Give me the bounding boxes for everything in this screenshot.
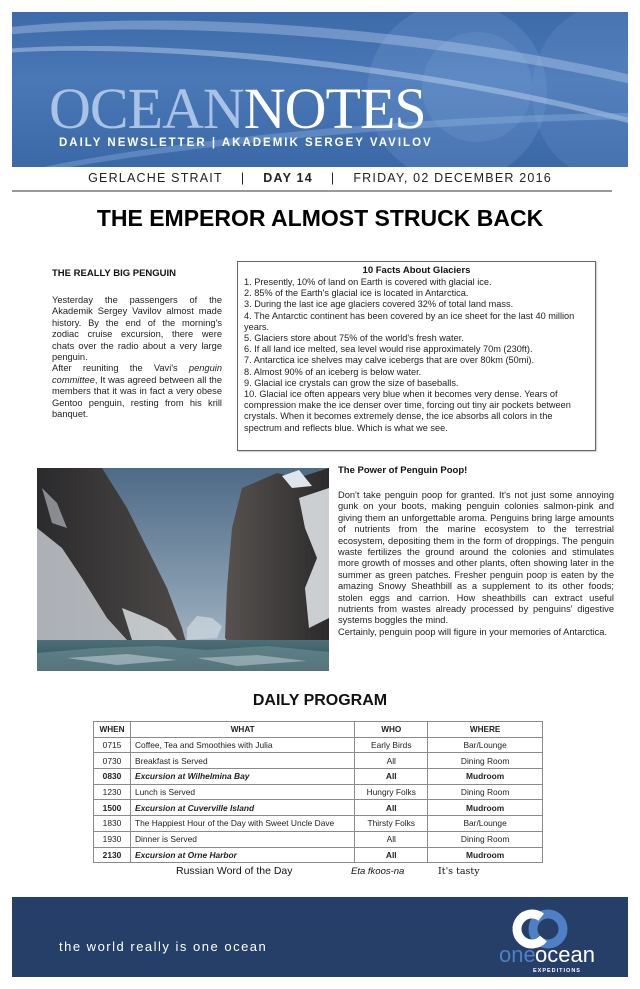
- cell-where: Dining Room: [428, 784, 543, 800]
- newsletter-title: [49, 76, 426, 141]
- fact-item: 4. The Antarctic continent has been covered by an ice sheet for the last 40 million years.: [244, 310, 575, 332]
- column-header-what: WHAT: [130, 722, 354, 738]
- cell-when: 1830: [94, 816, 131, 832]
- cell-when: 0730: [94, 753, 131, 769]
- column-header-where: WHERE: [428, 722, 543, 738]
- logo-text-one: one: [499, 942, 536, 967]
- cell-where: Mudroom: [428, 769, 543, 785]
- table-row: [94, 831, 543, 847]
- glacier-facts-box: [237, 261, 596, 451]
- fact-item: 1. Presently, 10% of land on Earth is covered with glacial ice.: [244, 277, 492, 287]
- separator: |: [240, 171, 246, 185]
- column-header-who: WHO: [355, 722, 428, 738]
- table-row: [94, 816, 543, 832]
- title-ocean: OCEAN: [49, 76, 244, 141]
- cell-who: All: [355, 800, 428, 816]
- table-row: [94, 847, 543, 863]
- cell-who: All: [355, 831, 428, 847]
- table-row: [94, 784, 543, 800]
- facts-title: 10 Facts About Glaciers: [362, 265, 471, 276]
- cell-what: Excursion at Orne Harbor: [130, 847, 354, 863]
- text-run-italic: penguin committee: [52, 363, 222, 385]
- program-title: DAILY PROGRAM: [252, 692, 388, 709]
- logo-text-expeditions: EXPEDITIONS: [533, 968, 581, 974]
- russian-word: Eta fkoos-na: [351, 866, 405, 877]
- logo-text-ocean: ocean: [535, 942, 595, 967]
- footer-tagline: the world really is one ocean: [59, 939, 268, 954]
- cell-who: All: [355, 753, 428, 769]
- one-ocean-logo: [495, 907, 620, 975]
- cell-what: Excursion at Cuverville Island: [130, 800, 354, 816]
- article-paragraph: Yesterday the passengers of the Akademik Sergey Vavilov almost made history. By the end of the morning's zodiac cruise excursion, there were chats over the radio about a very large penguin.: [52, 295, 222, 363]
- cell-who: All: [355, 847, 428, 863]
- cell-what: The Happiest Hour of the Day with Sweet Uncle Dave: [130, 816, 354, 832]
- newsletter-subtitle: DAILY NEWSLETTER | AKADEMIK SERGEY VAVILOV: [59, 137, 433, 149]
- cell-where: Bar/Lounge: [428, 737, 543, 753]
- article-paragraph: Don't take penguin poop for granted. It's not just some annoying gunk on your boots, making penguin colonies salmon-pink and giving them an unforgettable aroma. Penguins bring large amounts of nutrients from the marine ecosystem to the terrestrial ecosystem, depositing them in the form of droppings. The penguin waste fertilizes the ground around the colonies and stimulates more growth of mosses and other plants, often showing later in the summer as green patches. Fresher penguin poop is eaten by the amazing Snowy Sheathbill as a supplement to its other foods; stolen eggs and carrion. How sheathbills can extract useful nutrients from wastes already processed by penguins' digestive systems boggles the mind.: [338, 490, 614, 626]
- cell-who: Early Birds: [355, 737, 428, 753]
- table-row: [94, 800, 543, 816]
- daily-program-table: [93, 721, 543, 863]
- article-title: THE REALLY BIG PENGUIN: [52, 268, 177, 279]
- cell-when: 0830: [94, 769, 131, 785]
- fact-item: 10. Glacial ice often appears very blue when it becomes very dense. Years of compression make the ice denser over time, forcing out tiny air pockets between crystals. When it becomes extremely dense, the ice absorbs all colors in the spectrum and reflects blue. Which is what we see.: [244, 389, 571, 433]
- cell-what: Excursion at Wilhelmina Bay: [130, 769, 354, 785]
- cell-where: Bar/Lounge: [428, 816, 543, 832]
- title-notes: NOTES: [243, 76, 426, 141]
- antarctic-strait-photo: [37, 468, 329, 671]
- russian-word-meaning: It's tasty: [438, 866, 480, 877]
- column-header-when: WHEN: [94, 722, 131, 738]
- footer-banner: [12, 897, 628, 977]
- cell-who: Hungry Folks: [355, 784, 428, 800]
- fact-item: 9. Glacial ice crystals can grow the size of baseballs.: [244, 377, 459, 388]
- cell-what: Dinner is Served: [130, 831, 354, 847]
- russian-word-label: Russian Word of the Day: [176, 865, 293, 877]
- day-number: DAY 14: [263, 171, 313, 185]
- issue-date: FRIDAY, 02 DECEMBER 2016: [353, 171, 552, 185]
- article-paragraph: [52, 363, 222, 420]
- table-header-row: [94, 722, 543, 738]
- cell-what: Breakfast is Served: [130, 753, 354, 769]
- text-run: After reuniting the Vavi's: [52, 363, 189, 374]
- article-paragraph: Certainly, penguin poop will figure in your memories of Antarctica.: [338, 626, 608, 637]
- fact-item: 5. Glaciers store about 75% of the world's fresh water.: [244, 333, 464, 344]
- cell-when: 1930: [94, 831, 131, 847]
- headline: THE EMPEROR ALMOST STRUCK BACK: [96, 205, 544, 231]
- cell-when: 0715: [94, 737, 131, 753]
- cell-where: Dining Room: [428, 831, 543, 847]
- fact-item: 3. During the last ice age glaciers covered 32% of total land mass.: [244, 299, 514, 310]
- divider-rule: [12, 190, 612, 192]
- fact-item: 6. If all land ice melted, sea level would rise approximately 70m (230ft).: [244, 344, 533, 355]
- facts-list: [244, 277, 589, 434]
- cell-where: Dining Room: [428, 753, 543, 769]
- cell-what: Lunch is Served: [130, 784, 354, 800]
- cell-who: All: [355, 769, 428, 785]
- cell-when: 1230: [94, 784, 131, 800]
- fact-item: 8. Almost 90% of an iceberg is below water.: [244, 366, 422, 377]
- article-title: The Power of Penguin Poop!: [338, 465, 468, 476]
- text-run: , It was agreed between all the members that it was in fact a very obese Gentoo penguin, resting from his krill banquet.: [52, 374, 222, 420]
- issue-info-line: [0, 171, 640, 185]
- table-row: [94, 753, 543, 769]
- fact-item: 7. Antarctica ice shelves may calve icebergs that are over 80km (50mi).: [244, 355, 535, 366]
- cell-where: Mudroom: [428, 847, 543, 863]
- separator: |: [330, 171, 336, 185]
- table-row: [94, 737, 543, 753]
- cell-where: Mudroom: [428, 800, 543, 816]
- cell-what: Coffee, Tea and Smoothies with Julia: [130, 737, 354, 753]
- photo-illustration: [37, 468, 329, 671]
- location: GERLACHE STRAIT: [88, 171, 223, 185]
- cell-when: 2130: [94, 847, 131, 863]
- article-big-penguin: [52, 268, 222, 420]
- cell-who: Thirsty Folks: [355, 816, 428, 832]
- masthead-banner: [12, 12, 628, 167]
- fact-item: 2. 85% of the Earth's glacial ice is located in Antarctica.: [244, 288, 469, 299]
- article-penguin-poop: [338, 465, 614, 638]
- cell-when: 1500: [94, 800, 131, 816]
- table-row: [94, 769, 543, 785]
